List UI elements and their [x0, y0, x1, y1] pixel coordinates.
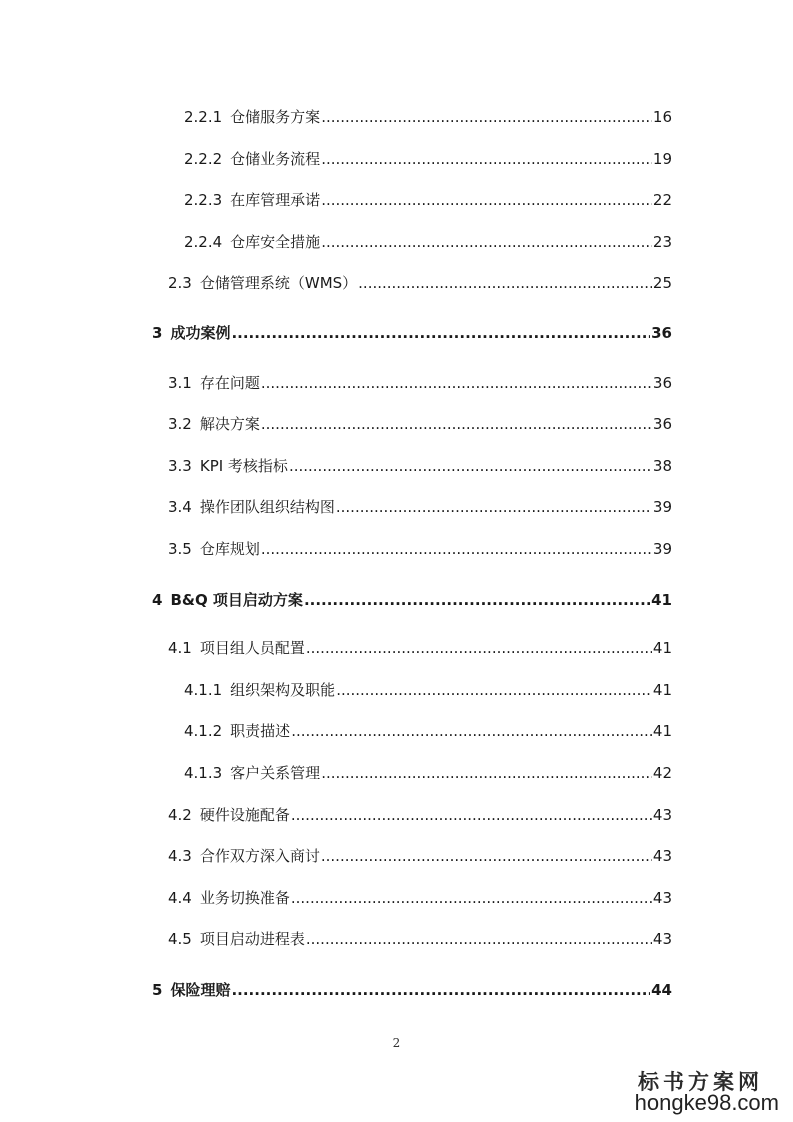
dot-leader: [261, 373, 652, 393]
dot-leader: [231, 980, 650, 1000]
toc-entry[interactable]: [168, 846, 672, 866]
dot-leader: [261, 539, 652, 559]
toc-entry-title: 保险理赔: [170, 981, 231, 999]
toc-entry-number: 3.5: [168, 540, 192, 558]
toc-entry-number: 4.5: [168, 930, 192, 948]
toc-entry-title: 组织架构及职能: [230, 681, 336, 699]
toc-entry-title: 合作双方深入商讨: [199, 847, 320, 865]
dot-leader: [358, 273, 652, 293]
toc-chapter[interactable]: [152, 980, 672, 1000]
toc-entry-number: 3.2: [168, 415, 192, 433]
toc-entry-title: 项目组人员配置: [199, 639, 305, 657]
toc-entry[interactable]: [184, 680, 672, 700]
dot-leader: [321, 107, 652, 127]
toc-entry-page: 39: [652, 540, 672, 558]
toc-entry[interactable]: [184, 763, 672, 783]
dot-leader: [306, 929, 652, 949]
toc-entry[interactable]: [168, 273, 672, 293]
toc-entry-number: 3: [152, 324, 163, 342]
toc-entry-title: 仓库安全措施: [230, 233, 321, 251]
toc-entry[interactable]: [184, 107, 672, 127]
toc-entry-page: 38: [652, 457, 672, 475]
toc-entry-page: 36: [651, 324, 672, 342]
toc-entry-number: 2.2.2: [184, 150, 223, 168]
toc-entry[interactable]: [168, 888, 672, 908]
toc-entry-title: 操作团队组织结构图: [199, 498, 335, 516]
watermark-site-name: 标书方案网: [638, 1069, 763, 1094]
dot-leader: [321, 846, 652, 866]
toc-entry-title: B&Q 项目启动方案: [170, 591, 303, 609]
toc-entry-title: 项目启动进程表: [199, 930, 305, 948]
toc-entry-page: 44: [651, 981, 672, 999]
toc-entry-number: 4.2: [168, 806, 192, 824]
dot-leader: [321, 190, 652, 210]
toc-entry-number: 4.4: [168, 889, 192, 907]
toc-entry[interactable]: [168, 929, 672, 949]
toc-entry-page: 19: [652, 150, 672, 168]
toc-entry[interactable]: [168, 638, 672, 658]
toc-entry-page: 43: [652, 930, 672, 948]
toc-entry-page: 43: [652, 806, 672, 824]
dot-leader: [304, 590, 650, 610]
toc-entry-number: 2.2.3: [184, 191, 223, 209]
toc-entry-page: 36: [652, 415, 672, 433]
toc-entry[interactable]: [168, 497, 672, 517]
toc-entry-number: 2.3: [168, 274, 192, 292]
toc-entry-number: 5: [152, 981, 163, 999]
toc-entry[interactable]: [168, 456, 672, 476]
toc-entry-title: 业务切换准备: [199, 889, 290, 907]
dot-leader: [321, 149, 652, 169]
toc-entry[interactable]: [168, 373, 672, 393]
toc-entry[interactable]: [184, 232, 672, 252]
toc-entry-page: 41: [652, 639, 672, 657]
toc-entry-number: 3.1: [168, 374, 192, 392]
toc-entry-title: KPI 考核指标: [199, 457, 288, 475]
dot-leader: [306, 638, 652, 658]
toc-entry-title: 在库管理承诺: [230, 191, 321, 209]
toc-entry-number: 2.2.4: [184, 233, 223, 251]
dot-leader: [336, 497, 652, 517]
toc-entry-title: 仓储服务方案: [230, 108, 321, 126]
toc-entry-title: 职责描述: [230, 722, 291, 740]
toc-entry-number: 4: [152, 591, 163, 609]
page-number: 2: [392, 1036, 401, 1050]
toc-entry-title: 存在问题: [199, 374, 260, 392]
toc-entry[interactable]: [168, 414, 672, 434]
toc-entry-title: 成功案例: [170, 324, 231, 342]
toc-entry-title: 仓库规划: [199, 540, 260, 558]
toc-entry-page: 39: [652, 498, 672, 516]
toc-chapter[interactable]: [152, 590, 672, 610]
toc-entry[interactable]: [184, 149, 672, 169]
toc-entry-number: 4.1.3: [184, 764, 223, 782]
toc-entry[interactable]: [184, 190, 672, 210]
dot-leader: [291, 721, 652, 741]
toc-entry[interactable]: [168, 539, 672, 559]
dot-leader: [291, 805, 652, 825]
toc-entry-number: 3.4: [168, 498, 192, 516]
toc-entry-number: 4.1.1: [184, 681, 223, 699]
toc-entry-page: 41: [652, 681, 672, 699]
toc-entry-number: 4.3: [168, 847, 192, 865]
toc-entry-number: 3.3: [168, 457, 192, 475]
toc-entry-page: 43: [652, 889, 672, 907]
dot-leader: [336, 680, 652, 700]
toc-entry-title: 硬件设施配备: [199, 806, 290, 824]
dot-leader: [261, 414, 652, 434]
toc-entry-title: 解决方案: [199, 415, 260, 433]
dot-leader: [291, 888, 652, 908]
toc-entry[interactable]: [184, 721, 672, 741]
toc-entry-page: 36: [652, 374, 672, 392]
dot-leader: [289, 456, 652, 476]
dot-leader: [321, 232, 652, 252]
watermark-url: hongke98.com: [634, 1090, 779, 1115]
toc-entry-title: 仓储管理系统（WMS）: [199, 274, 358, 292]
toc-entry-title: 客户关系管理: [230, 764, 321, 782]
toc-entry-title: 仓储业务流程: [230, 150, 321, 168]
dot-leader: [231, 323, 650, 343]
toc-entry-page: 42: [652, 764, 672, 782]
toc-entry[interactable]: [168, 805, 672, 825]
toc-chapter[interactable]: [152, 323, 672, 343]
toc-entry-number: 2.2.1: [184, 108, 223, 126]
toc-entry-number: 4.1: [168, 639, 192, 657]
toc-entry-page: 41: [652, 722, 672, 740]
dot-leader: [321, 763, 652, 783]
toc-entry-page: 16: [652, 108, 672, 126]
toc-entry-page: 22: [652, 191, 672, 209]
toc-entry-page: 25: [652, 274, 672, 292]
toc-entry-number: 4.1.2: [184, 722, 223, 740]
toc-entry-page: 43: [652, 847, 672, 865]
toc-entry-page: 41: [651, 591, 672, 609]
toc-entry-page: 23: [652, 233, 672, 251]
